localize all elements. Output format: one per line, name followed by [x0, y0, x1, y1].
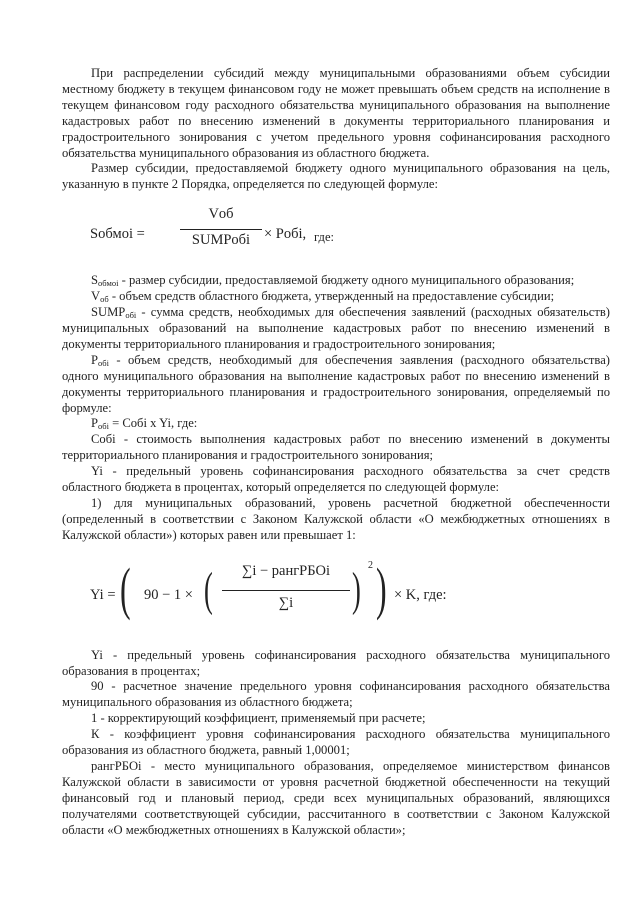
definition-rang: рангРБОi - место муниципального образования, определяемое министерством финансов Калужской области в зависимости от уровня расчетной бюджетной обеспеченности на текущий финансовый год и плановый период, среди всех муниципальных образований, являющихся получателями соответствующей субсидии, рассчитанного в соответствии с Законом Калужской области «О межбюджетных отношениях в Калужской области»; [62, 759, 610, 837]
definition-y: Yi - предельный уровень софинансирования расходного обязательства за счет средств областного бюджета в процентах, который определяется по следующей формуле: [62, 464, 610, 495]
paragraph-subsidy-size: Размер субсидии, предоставляемой бюджету одного муниципального образования на цель, указанную в пункте 2 Порядка, определяется по следующей формуле: [62, 161, 610, 192]
fraction-bar-2 [222, 590, 350, 591]
definition-sump: $SUMP_{обi}$ - сумма средств, необходимых для обеспечения заявлений (расходных обязательств) муниципальных образований на выполнение кадастровых работ по внесению изменений в документы территориального планирования и градостроительного зонирования; [62, 305, 610, 351]
definition-1: 1 - корректирующий коэффициент, применяемый при расчете; [91, 711, 426, 726]
formula-limit-level [62, 544, 610, 648]
paren-right-outer: ) [376, 555, 387, 621]
paren-right-inner: ) [352, 562, 361, 616]
paragraph-distribution: При распределении субсидий между муниципальными образованиями объем субсидии местному бюджету в текущем финансовом году не может превышать объем средств на исполнение в текущем финансовом году расходного обязательства муниципального образования на выполнение кадастровых работ по внесению изменений в документы территориального планирования и градостроительного зонирования с учетом предельного уровня софинансирования расходного обязательства муниципального образования из областного бюджета. [62, 66, 610, 160]
formula2-part1: 90 − 1 × [144, 586, 193, 603]
fraction-bar [180, 229, 262, 230]
definition-s: $S_{обмоi}$ - размер субсидии, предоставляемой бюджету одного муниципального образования; [91, 273, 575, 289]
formula-denominator: SUMPобi [191, 232, 251, 249]
definition-p: $P_{обi}$ - объем средств, необходимый для обеспечения заявления (расходного обязательства) одного муниципального образования на выполнение кадастровых работ по внесению изменений в документы территориального планирования и градостроительного зонирования, определяемый по формуле: [62, 352, 610, 415]
definition-yi: Yi - предельный уровень софинансирования расходного обязательства муниципального образования в процентах; [62, 647, 610, 678]
paren-left-outer: ( [120, 555, 131, 621]
formula-numerator: Vоб [208, 206, 234, 223]
definition-v: $V_{об}$ - объем средств областного бюджета, утвержденный на предоставление субсидии; [91, 289, 555, 305]
list-item-1: 1) для муниципальных образований, уровень расчетной бюджетной обеспеченности (определенный в соответствии с Законом Калужской области «О межбюджетных отношениях в Калужской области») которых равен или превышает 1: [62, 495, 610, 542]
formula-p: $P_{обi}$ = Cобi x Yi, где: [91, 416, 198, 432]
formula2-power: 2 [368, 559, 373, 571]
definition-k: К - коэффициент уровня софинансирования расходного обязательства муниципального образования из областного бюджета, равный 1,00001; [62, 727, 610, 758]
formula2-lhs: Yi = [90, 586, 116, 603]
formula2-rhs: × K, где: [394, 586, 447, 603]
formula2-denominator: ∑i [278, 594, 294, 611]
definition-c: Cобi - стоимость выполнения кадастровых работ по внесению изменений в документы территориального планирования и градостроительного зонирования; [62, 432, 610, 463]
formula-subsidy [62, 193, 610, 273]
paren-left-inner: ( [204, 562, 213, 616]
formula-where: где: [314, 230, 335, 245]
definition-90: 90 - расчетное значение предельного уровня софинансирования расходного обязательства муниципального образования из областного бюджета; [62, 679, 610, 710]
formula-rhs: × Pобi, [264, 226, 307, 243]
formula2-numerator: ∑i − рангРБОi [242, 562, 330, 579]
document-page [62, 66, 610, 839]
formula-lhs: Sобмоi = [90, 226, 145, 243]
